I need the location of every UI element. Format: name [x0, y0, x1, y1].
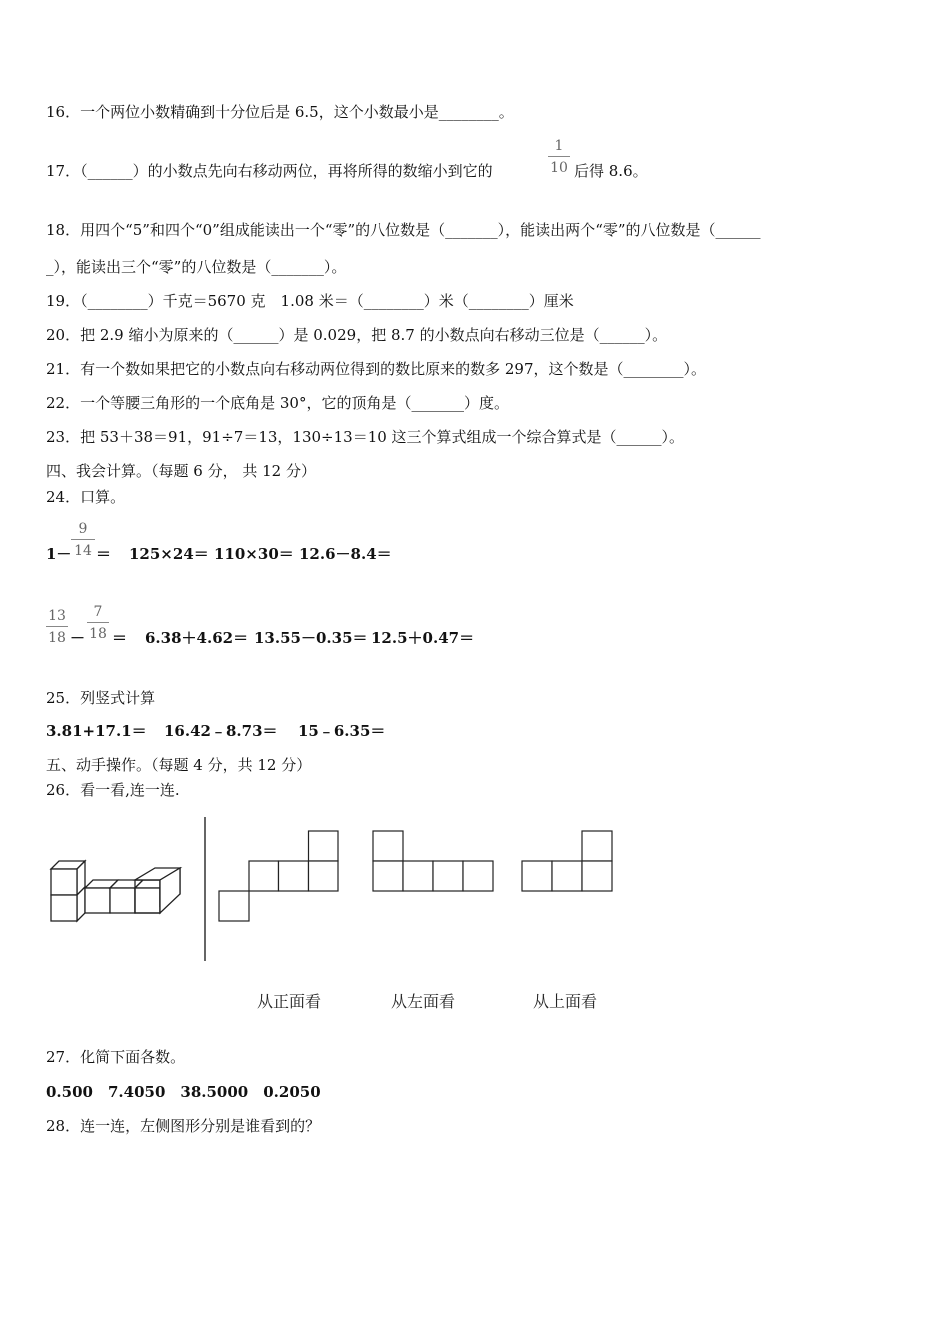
q27-values: 0.500 7.4050 38.5000 0.2050 — [46, 1083, 321, 1101]
question-22: 22．一个等腰三角形的一个底角是 30°，它的顶角是（_______）度。 — [46, 394, 509, 412]
q17-frac-num: 1 — [554, 138, 564, 154]
vertical-expr-1: 3.81+17.1＝ — [46, 722, 147, 740]
calc2-frac2-den: 18 — [89, 626, 107, 642]
calc2-expr-3: 13.55－0.35＝ — [254, 629, 368, 647]
question-21: 21．有一个数如果把它的小数点向右移动两位得到的数比原来的数多 297，这个数是（________）。 — [46, 360, 706, 378]
calc1-frac-num: 9 — [78, 521, 88, 537]
q17-frac-den: 10 — [550, 160, 568, 176]
question-16: 16．一个两位小数精确到十分位后是 6.5，这个小数最小是________。 — [46, 103, 514, 121]
question-17 — [46, 161, 493, 181]
calc1-expr-4: 12.6－8.4＝ — [299, 545, 392, 563]
calc2-frac2-bar — [87, 622, 109, 623]
vertical-expr-2: 16.42﹣8.73＝ — [164, 722, 278, 740]
calc2-frac2-num: 7 — [93, 604, 103, 620]
section-5-heading: 五、动手操作。（每题 4 分，共 12 分） — [46, 756, 312, 774]
calc2-expr-4: 12.5＋0.47＝ — [371, 629, 475, 647]
calc1-fraction — [71, 520, 95, 560]
q17-frac-bar — [548, 156, 570, 157]
calc2-frac1-bar — [46, 626, 68, 627]
question-18-line1: 18．用四个“5”和四个“0”组成能读出一个“零”的八位数是（_______），能读出两个“零”的八位数是（______ — [46, 221, 761, 239]
question-27: 27．化简下面各数。 — [46, 1048, 186, 1066]
calc2-frac1-num: 13 — [48, 608, 66, 624]
calc2-fraction-2 — [87, 603, 109, 643]
calc1-expr-2: 125×24＝ — [129, 545, 209, 563]
calc2-fraction-1 — [46, 607, 68, 647]
calc1-lead: 1－ — [46, 545, 72, 563]
view-label-front[interactable]: 从正面看 — [257, 992, 322, 1011]
calc2-equals: ＝ — [112, 629, 128, 647]
question-18-line2: _），能读出三个“零”的八位数是（_______）。 — [46, 258, 347, 276]
calc1-equals: ＝ — [96, 545, 112, 563]
view-grid-3 — [521, 830, 615, 892]
view-label-left[interactable]: 从左面看 — [391, 992, 456, 1011]
section-4-heading: 四、我会计算。（每题 6 分， 共 12 分） — [46, 462, 316, 480]
calc1-expr-3: 110×30＝ — [214, 545, 294, 563]
view-label-top[interactable]: 从上面看 — [533, 992, 598, 1011]
question-25: 25．列竖式计算 — [46, 689, 156, 707]
q17-tail: 后得 8.6。 — [574, 162, 648, 180]
calc1-frac-bar — [71, 539, 95, 540]
vertical-expr-3: 15﹣6.35＝ — [298, 722, 386, 740]
question-23: 23．把 53＋38＝91，91÷7＝13，130÷13＝10 这三个算式组成一个综合算式是（______）。 — [46, 428, 685, 446]
calc2-minus: － — [70, 629, 86, 647]
q17-text: 17．（______）的小数点先向右移动两位，再将所得的数缩小到它的 — [46, 162, 493, 180]
question-28: 28．连一连，左侧图形分别是谁看到的？ — [46, 1117, 321, 1135]
question-24: 24．口算。 — [46, 488, 126, 506]
q17-fraction — [548, 137, 570, 177]
calc2-expr-2: 6.38＋4.62＝ — [145, 629, 249, 647]
question-26: 26．看一看,连一连. — [46, 781, 180, 799]
divider-line — [203, 817, 207, 962]
view-grid-2 — [372, 830, 496, 892]
view-grid-1 — [218, 830, 340, 922]
calc2-frac1-den: 18 — [48, 630, 66, 646]
question-20: 20．把 2.9 缩小为原来的（______）是 0.029，把 8.7 的小数点向右移动三位是（______）。 — [46, 326, 668, 344]
question-19: 19．（________）千克＝5670 克 1.08 米＝（________）米（________）厘米 — [46, 292, 574, 310]
calc1-frac-den: 14 — [74, 543, 92, 559]
cube-figure — [44, 855, 189, 927]
